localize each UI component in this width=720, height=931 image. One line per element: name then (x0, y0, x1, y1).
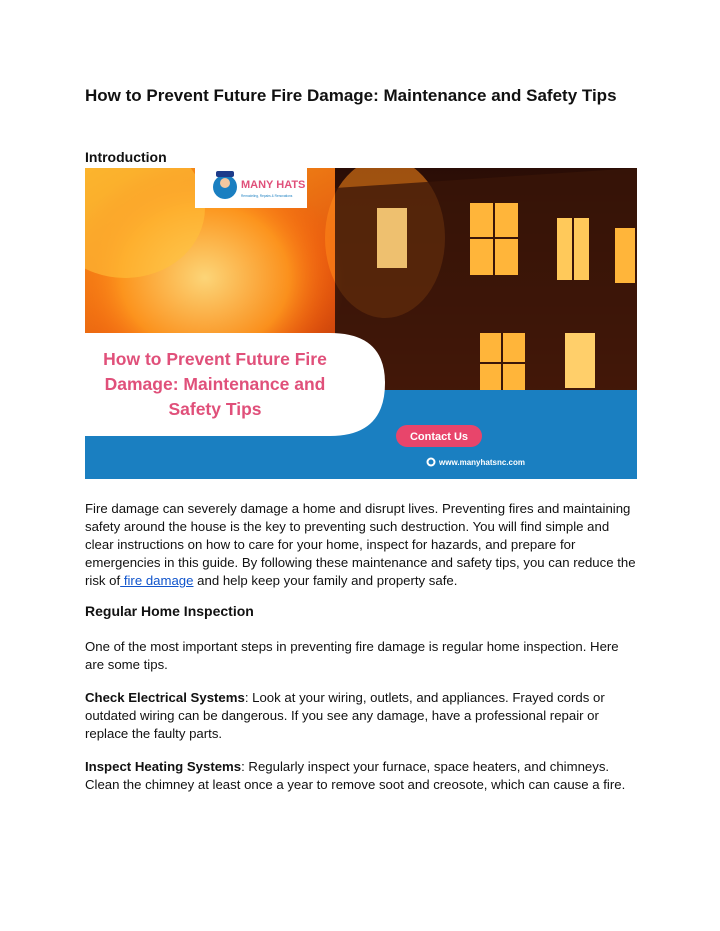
hero-banner-image (85, 168, 637, 479)
website-text: www.manyhatsnc.com (439, 458, 525, 467)
regular-home-inspection-heading: Regular Home Inspection (85, 603, 254, 619)
tip-check-electrical: Check Electrical Systems: Look at your wiring, outlets, and appliances. Frayed cords or outdated wiring can be dangerous. If you see any damage, have a professional repair or replace the faulty parts. (85, 690, 605, 741)
hero-headline-line1: How to Prevent Future Fire (103, 349, 327, 369)
tip-label: Inspect Heating Systems (85, 759, 242, 774)
hero-headline-line3: Safety Tips (168, 399, 262, 419)
page-title: How to Prevent Future Fire Damage: Maintenance and Safety Tips (85, 86, 617, 105)
section-intro-paragraph: One of the most important steps in preventing fire damage is regular home inspection. Here are some tips. (85, 639, 619, 672)
hero-headline-line2: Damage: Maintenance and (104, 374, 326, 394)
logo-tagline-text: Remodeling, Repairs & Renovations (241, 194, 293, 198)
logo-brand-text: MANY HATS (241, 179, 306, 191)
hero-graphic (85, 168, 637, 479)
introduction-heading: Introduction (85, 149, 167, 165)
fire-damage-link[interactable]: fire damage (120, 573, 194, 588)
tip-label: Check Electrical Systems (85, 690, 245, 705)
intro-paragraph: Fire damage can severely damage a home and disrupt lives. Preventing fires and maintaining safety around the house is the key to preventing such destruction. You will find simple and clear instructions on how to care for your home, inspect for hazards, and prepare for emergencies in this guide. By following these maintenance and safety tips, you can reduce the risk of fire damage and help keep your family and property safe. (85, 501, 636, 588)
contact-us-label: Contact Us (409, 431, 469, 443)
contact-us-button[interactable] (396, 425, 482, 447)
tip-inspect-heating: Inspect Heating Systems: Regularly inspect your furnace, space heaters, and chimneys. Clean the chimney at least once a year to remove soot and creosote, which can cause a fire. (85, 759, 626, 792)
